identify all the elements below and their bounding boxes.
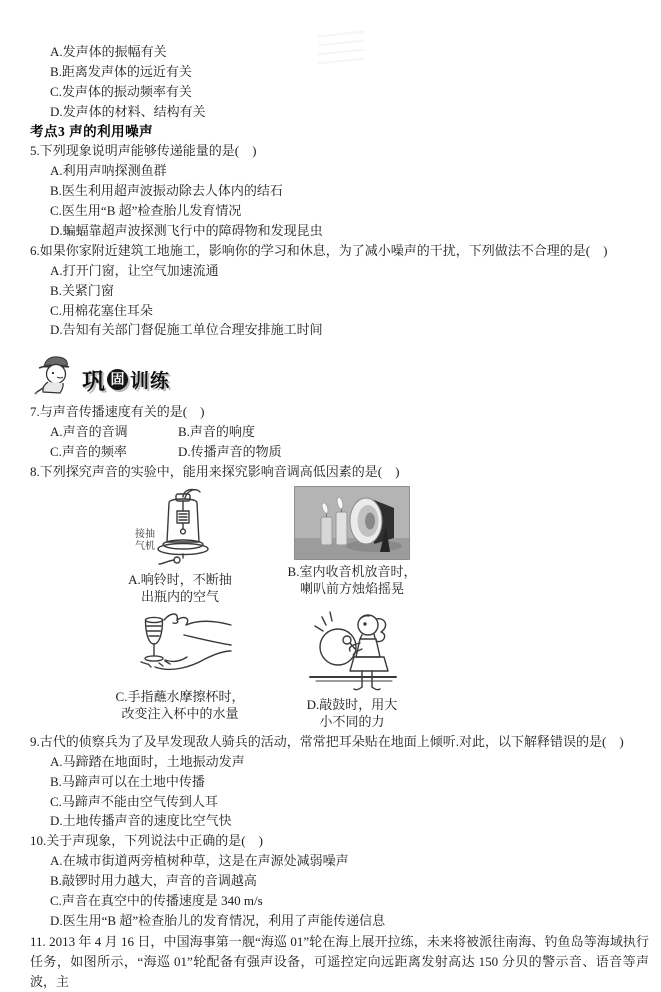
q7-option-a: A.声音的音调: [50, 424, 128, 440]
q4-option-d: D.发声体的材料、结构有关: [50, 103, 206, 119]
q8-caption-c-line2: 改变注入杯中的水量: [121, 705, 239, 721]
q4-option-c: C.发声体的振动频率有关: [50, 83, 192, 99]
q5-option-d: D.蝙蝠靠超声波探测飞行中的障碍物和发现昆虫: [50, 223, 323, 239]
section-heading: 考点3 声的利用噪声: [30, 123, 154, 139]
q6-option-a: A.打开门窗，让空气加速流通: [50, 262, 219, 278]
badge-char-gu-circled: 固: [107, 369, 128, 390]
pump-label-line2: 气机: [135, 540, 155, 552]
q6-option-b: B.关紧门窗: [50, 282, 114, 298]
q5-option-a: A.利用声呐探测鱼群: [50, 163, 167, 179]
q8-caption-b-line1: B.室内收音机放音时，: [287, 563, 417, 579]
q10-option-a: A.在城市街道两旁植树种草，这是在声源处减弱噪声: [50, 853, 349, 869]
q7-options-row2: [30, 442, 649, 462]
q8-figure-a: [94, 486, 266, 605]
q8-caption-a-line2: 出瓶内的空气: [140, 588, 219, 604]
badge-word-xunlian: 训练: [130, 371, 171, 393]
q9-option-d: D.土地传播声音的速度比空气快: [50, 813, 232, 829]
q6-stem: 6.如果你家附近建筑工地施工，影响你的学习和休息，为了减小噪声的干扰，下列做法不合理的是( ): [30, 242, 608, 258]
q9-option-c: C.马蹄声不能由空气传到人耳: [50, 793, 218, 809]
girl-drum-illustration: [302, 605, 402, 693]
q10-stem: 10.关于声现象，下列说法中正确的是( ): [30, 833, 263, 849]
q10-option-c: C.声音在真空中的传播速度是 340 m/s: [50, 893, 263, 909]
q4-option-a: A.发声体的振幅有关: [50, 44, 167, 59]
q7-option-c: C.声音的频率: [50, 444, 127, 460]
q6-option-c: C.用棉花塞住耳朵: [50, 302, 153, 318]
q8-stem: 8.下列探究声音的实验中，能用来探究影响音调高低因素的是( ): [30, 464, 400, 480]
q8-caption-c-line1: C.手指蘸水摩擦杯时，: [115, 688, 245, 704]
q8-caption-d-line1: D.敲鼓时，用大: [306, 696, 398, 712]
bell-jar-illustration: [121, 486, 239, 568]
q8-figure-d: [266, 605, 438, 730]
q9-stem: 9.古代的侦察兵为了及早发现敌人骑兵的活动，常常把耳朵贴在地面上倾听.对此，以下解释错误的是( ): [30, 733, 624, 749]
practice-badge: [34, 350, 649, 396]
q5-stem: 5.下列现象说明声能够传递能量的是( ): [30, 143, 257, 159]
q5-option-b: B.医生利用超声波振动除去人体内的结石: [50, 183, 283, 199]
q8-caption-b-line2: 喇叭前方烛焰摇晃: [299, 580, 404, 596]
badge-title: [82, 363, 170, 396]
q10-option-b: B.敲锣时用力越大，声音的音调越高: [50, 873, 257, 889]
q7-options-row1: [30, 422, 649, 442]
q10-option-d: D.医生用“B 超”检查胎儿的发育情况，利用了声能传递信息: [50, 912, 386, 928]
cartoon-boy-icon: [34, 352, 78, 396]
q8-caption-d-line2: 小不同的力: [319, 713, 385, 729]
q11-stem: 11. 2013 年 4 月 16 日，中国海事第一舰“海巡 01”轮在海上展开拉练，未来将被派往南海、钓鱼岛等海域执行任务，如图所示，“海巡 01”轮配备有强声设备，可遥控定向远距离发射高达 150 分贝的警示音、语音等声波，主: [30, 933, 649, 989]
q4-option-b: B.距离发声体的远近有关: [50, 63, 192, 79]
q9-option-a: A.马蹄踏在地面时，土地振动发声: [50, 753, 245, 769]
speaker-candles-photo: [294, 486, 410, 560]
q8-caption-a-line1: A.响铃时，不断抽: [128, 571, 232, 587]
q9-option-b: B.马蹄声可以在土地中传播: [50, 773, 205, 789]
q6-option-d: D.告知有关部门督促施工单位合理安排施工时间: [50, 322, 323, 338]
q7-option-b: B.声音的响度: [178, 424, 255, 440]
q5-option-c: C.医生用“B 超”检查胎儿发育情况: [50, 203, 242, 219]
glass-rubbing-illustration: [121, 605, 239, 685]
pump-label-line1: 接抽: [135, 528, 155, 540]
q7-stem: 7.与声音传播速度有关的是( ): [30, 404, 205, 420]
q7-option-d: D.传播声音的物质: [178, 444, 282, 460]
q8-figure-c: [94, 605, 266, 730]
q8-figure-b: [266, 486, 438, 605]
badge-char-gong: 巩: [82, 368, 105, 395]
q8-figures: [94, 486, 649, 730]
